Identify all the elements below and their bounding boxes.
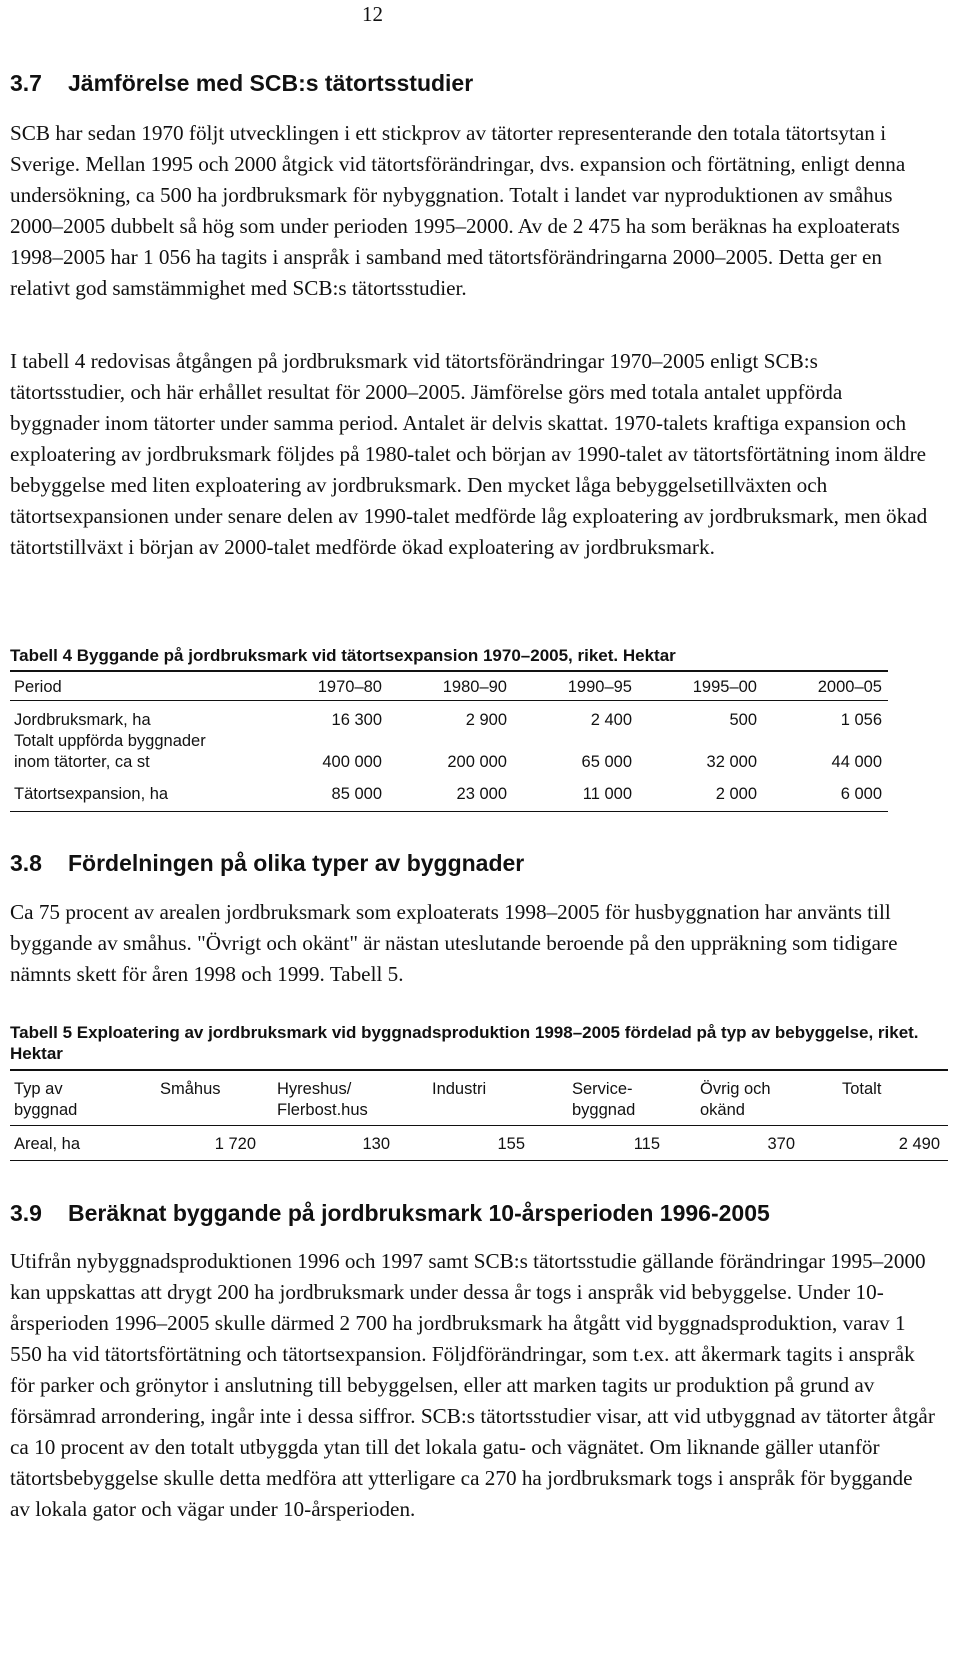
table-cell: 2 900 xyxy=(465,711,507,729)
table-cell: 200 000 xyxy=(447,753,507,771)
table-4-caption: Tabell 4 Byggande på jordbruksmark vid tätortsexpansion 1970–2005, riket. Hektar xyxy=(10,646,676,665)
table-cell: 500 xyxy=(729,711,757,729)
table-rule xyxy=(10,670,888,672)
table-cell: 130 xyxy=(362,1135,390,1153)
table-rule xyxy=(10,811,888,812)
table-header-cell: 1980–90 xyxy=(442,678,507,696)
table-cell: 2 490 xyxy=(898,1135,940,1153)
table-header-cell: Hyreshus/ xyxy=(277,1080,352,1098)
table-5-caption: Tabell 5 Exploatering av jordbruksmark vid byggnadsproduktion 1998–2005 fördelad på typ av bebyggelse, riket. Hektar xyxy=(10,1023,919,1063)
table-header-cell: byggnad xyxy=(14,1101,78,1119)
paragraph: Utifrån nybyggnadsproduktionen 1996 och 1997 samt SCB:s tätortsstudie gällande förändringar 1995–2000 kan uppskattas att drygt 200 ha jordbruksmark under dessa år togs i anspråk vid bebyggelse. Under 10-årsperioden 1996–2005 skulle därmed 2 700 ha jordbruksmark ha åtgått vid byggnadsproduktion, varav 1 550 ha vid tätortsförtätning och tätortsexpansion. Följdförändringar, som t.ex. att åkermark tagits i anspråk för parker och grönytor i anslutning till bebyggelsen, eller att marken tagits ur produktion på grund av försämrad arrondering, ingår inte i dessa siffror. SCB:s tätortsstudier visar, att vid utbyggnad av tätorter åtgår ca 10 procent av den totalt utbyggda ytan till det lokala gatu- och vägnätet. Om liknande gäller utanför tätortsbebyggelse skulle detta medföra att ytterligare ca 270 ha jordbruksmark togs i anspråk för byggande av lokala gator och vägar under 10-årsperioden. xyxy=(10,1249,935,1521)
section-heading-3-9 xyxy=(10,1200,770,1227)
section-number: 3.9 xyxy=(10,1200,42,1226)
table-row-label: Tätortsexpansion, ha xyxy=(14,785,169,803)
table-header-cell: 1995–00 xyxy=(692,678,757,696)
table-cell: 6 000 xyxy=(840,785,882,803)
page-number: 12 xyxy=(362,2,383,26)
table-header-cell: 1970–80 xyxy=(317,678,382,696)
section-number: 3.8 xyxy=(10,850,42,876)
section-heading-3-8 xyxy=(10,850,524,877)
table-header-cell: Service- xyxy=(572,1080,633,1098)
table-header-cell: Småhus xyxy=(160,1080,221,1098)
table-rule xyxy=(10,1160,948,1161)
table-cell: 115 xyxy=(633,1135,660,1153)
table-rule xyxy=(10,1125,948,1126)
table-cell: 44 000 xyxy=(831,753,882,771)
table-header-cell: Typ av xyxy=(14,1080,63,1098)
table-header-cell: Period xyxy=(14,678,62,696)
table-rule xyxy=(10,700,888,701)
table-cell: 65 000 xyxy=(581,753,632,771)
paragraph: Ca 75 procent av arealen jordbruksmark som exploaterats 1998–2005 för husbyggnation har använts till byggande av småhus. "Övrigt och okänt" är nästan uteslutande beroende på den uppräkning som tidigare nämnts skett för åren 1998 och 1999. Tabell 5. xyxy=(10,900,898,986)
paragraph: I tabell 4 redovisas åtgången på jordbruksmark vid tätortsförändringar 1970–2005 enligt SCB:s tätortsstudier, och här erhållet resultat för 2000–2005. Jämförelse görs med totala antalet uppförda byggnader inom tätorter under samma period. Antalet är delvis skattat. 1970-talets kraftiga expansion och exploatering av jordbruksmark följdes på 1980-talet och början av 1990-talet av tätortsförtätning inom äldre bebyggelse med liten exploatering av jordbruksmark. Den mycket låga bebyggelsetillväxten och tätortsexpansionen under senare delen av 1990-talet medförde låg exploatering av jordbruksmark, men ökad tätortstillväxt i början av 2000-talet medförde ökad exploatering av jordbruksmark. xyxy=(10,349,928,559)
table-cell: 32 000 xyxy=(706,753,757,771)
table-header-cell: Övrig och xyxy=(700,1080,771,1098)
table-header-cell: okänd xyxy=(700,1101,745,1119)
table-header-cell: 2000–05 xyxy=(817,678,882,696)
section-title: Fördelningen på olika typer av byggnader xyxy=(68,850,525,876)
table-cell: 85 000 xyxy=(331,785,382,803)
table-header-cell: Flerbost.hus xyxy=(277,1101,368,1119)
table-cell: 400 000 xyxy=(322,753,382,771)
table-header-cell: Industri xyxy=(432,1080,487,1098)
table-header-cell: 1990–95 xyxy=(567,678,632,696)
table-cell: 23 000 xyxy=(456,785,507,803)
table-cell: 16 300 xyxy=(331,711,382,729)
table-cell: 2 000 xyxy=(715,785,757,803)
paragraph: SCB har sedan 1970 följt utvecklingen i ett stickprov av tätorter representerande den totala tätortsytan i Sverige. Mellan 1995 och 2000 åtgick vid tätortsförändringar, dvs. expansion och förtätning, enligt denna undersökning, ca 500 ha jordbruksmark för nybyggnation. Totalt i landet var nyproduktionen av småhus 2000–2005 dubbelt så hög som under perioden 1995–2000. Av de 2 475 ha som beräknas ha exploaterats 1998–2005 har 1 056 ha tagits i anspråk i samband med tätortsförändringarna 2000–2005. Detta ger en relativt god samstämmighet med SCB:s tätortsstudier. xyxy=(10,121,906,300)
section-number: 3.7 xyxy=(10,70,42,96)
table-header-cell: byggnad xyxy=(572,1101,636,1119)
section-title: Beräknat byggande på jordbruksmark 10-årsperioden 1996-2005 xyxy=(68,1200,770,1226)
table-cell: 155 xyxy=(497,1135,525,1153)
table-cell: 11 000 xyxy=(582,785,632,803)
table-row-label: inom tätorter, ca st xyxy=(14,753,150,771)
table-header-cell: Totalt xyxy=(842,1080,882,1098)
table-cell: 2 400 xyxy=(590,711,632,729)
table-cell: 1 720 xyxy=(214,1135,256,1153)
table-rule xyxy=(10,1069,948,1071)
table-row-label: Totalt uppförda byggnader xyxy=(14,732,206,750)
section-heading-3-7 xyxy=(10,70,473,97)
table-row-label: Areal, ha xyxy=(14,1135,81,1153)
section-title: Jämförelse med SCB:s tätortsstudier xyxy=(68,70,474,96)
table-row-label: Jordbruksmark, ha xyxy=(14,711,151,729)
table-cell: 1 056 xyxy=(840,711,882,729)
table-cell: 370 xyxy=(767,1135,795,1153)
